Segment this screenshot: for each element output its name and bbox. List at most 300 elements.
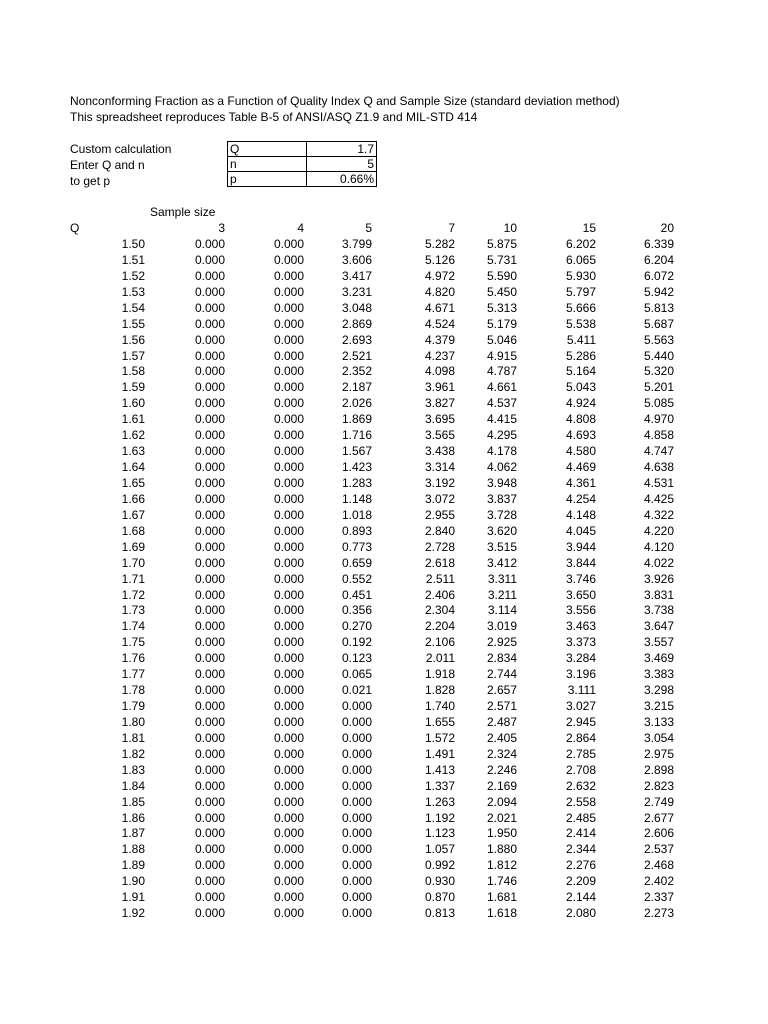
table-cell: 1.950 <box>486 826 517 841</box>
table-row-q-value: 1.64 <box>121 460 145 474</box>
table-cell: 1.263 <box>424 794 455 809</box>
table-cell: 2.834 <box>486 651 517 666</box>
table-cell: 0.000 <box>341 890 372 905</box>
table-cell: 2.344 <box>565 842 596 857</box>
table-cell: 4.295 <box>486 428 517 443</box>
table-cell: 5.666 <box>565 300 596 315</box>
table-cell: 3.215 <box>643 699 674 713</box>
table-cell: 0.000 <box>273 842 304 857</box>
table-cell: 0.000 <box>273 444 304 459</box>
table-cell: 2.785 <box>565 746 596 761</box>
table-cell: 0.000 <box>194 237 225 251</box>
table-cell: 3.463 <box>565 619 596 634</box>
table-cell: 4.531 <box>643 475 674 490</box>
table-cell: 0.000 <box>194 523 225 538</box>
table-cell: 2.749 <box>643 794 674 809</box>
table-cell: 0.000 <box>273 555 304 570</box>
table-cell: 3.311 <box>487 571 517 586</box>
table-cell: 0.000 <box>194 858 225 873</box>
table-cell: 2.864 <box>565 730 596 745</box>
table-cell: 2.677 <box>643 810 674 825</box>
table-cell: 3.412 <box>486 555 517 570</box>
table-cell: 5.731 <box>486 252 517 267</box>
table-cell: 0.000 <box>273 237 304 251</box>
table-cell: 3.133 <box>643 714 674 729</box>
table-cell: 0.000 <box>273 651 304 666</box>
table-cell: 3.438 <box>424 444 455 459</box>
table-cell: 1.057 <box>424 842 455 857</box>
table-cell: 1.123 <box>424 826 455 841</box>
table-cell: 0.000 <box>273 507 304 522</box>
table-cell: 5.538 <box>565 316 596 331</box>
table-cell: 0.000 <box>273 810 304 825</box>
table-cell: 0.000 <box>273 683 304 697</box>
table-cell: 0.659 <box>341 555 372 570</box>
table-cell: 0.000 <box>194 810 225 825</box>
table-cell: 0.000 <box>194 699 225 713</box>
table-row-q-value: 1.75 <box>121 635 145 650</box>
table-cell: 0.000 <box>194 635 225 650</box>
table-cell: 0.356 <box>341 603 372 618</box>
table-cell: 0.930 <box>424 874 455 889</box>
table-cell: 6.072 <box>643 268 674 283</box>
table-cell: 0.000 <box>194 794 225 809</box>
table-cell: 2.276 <box>565 858 596 873</box>
table-cell: 2.246 <box>486 762 517 777</box>
table-cell: 0.000 <box>194 826 225 841</box>
table-row-q-value: 1.65 <box>121 475 145 490</box>
table-cell: 4.820 <box>424 284 455 299</box>
table-cell: 0.000 <box>341 810 372 825</box>
table-row-q-value: 1.85 <box>121 794 145 809</box>
table-cell: 3.728 <box>486 507 517 522</box>
table-cell: 2.558 <box>565 794 596 809</box>
custom-calc-row-p <box>228 172 377 187</box>
table-cell: 3.111 <box>567 683 596 697</box>
table-cell: 0.000 <box>273 460 304 474</box>
table-cell: 2.955 <box>424 507 455 522</box>
table-cell: 0.000 <box>273 619 304 634</box>
table-cell: 3.557 <box>643 635 674 650</box>
table-cell: 0.000 <box>194 571 225 586</box>
custom-calc-row-n <box>228 157 377 172</box>
table-cell: 1.812 <box>486 858 517 873</box>
table-cell: 3.831 <box>643 587 674 602</box>
table-cell: 0.000 <box>273 316 304 331</box>
table-cell: 2.414 <box>565 826 596 841</box>
table-cell: 4.022 <box>643 555 674 570</box>
table-row-q-value: 1.69 <box>121 539 145 554</box>
table-cell: 0.000 <box>194 667 225 682</box>
table-cell: 2.485 <box>565 810 596 825</box>
table-row-q-value: 1.72 <box>121 587 145 602</box>
table-cell: 6.204 <box>643 252 674 267</box>
table-cell: 3.417 <box>341 268 372 283</box>
table-row-q-value: 1.86 <box>121 810 145 825</box>
table-cell: 3.620 <box>486 523 517 538</box>
table-cell: 3.048 <box>341 300 372 315</box>
table-cell: 2.144 <box>565 890 596 905</box>
table-cell: 2.169 <box>486 778 517 793</box>
table-cell: 0.000 <box>194 460 225 474</box>
table-cell: 3.650 <box>565 587 596 602</box>
table-row-q-value: 1.57 <box>121 348 145 363</box>
table-cell: 1.618 <box>486 906 517 921</box>
table-cell: 2.521 <box>341 348 372 363</box>
table-cell: 0.000 <box>273 603 304 618</box>
table-cell: 0.000 <box>273 332 304 347</box>
table-cell: 3.606 <box>341 252 372 267</box>
table-cell: 5.201 <box>643 380 674 395</box>
table-row-q-value: 1.89 <box>121 858 145 873</box>
p-result-cell: 0.66% <box>307 172 377 187</box>
table-cell: 2.925 <box>486 635 517 650</box>
table-cell: 5.440 <box>643 348 674 363</box>
table-cell: 3.746 <box>565 571 596 586</box>
table-row-q-value: 1.80 <box>121 714 145 729</box>
table-cell: 0.021 <box>341 683 372 697</box>
table-cell: 0.000 <box>273 746 304 761</box>
table-cell: 3.944 <box>565 539 596 554</box>
table-row-q-value: 1.63 <box>121 444 145 459</box>
table-cell: 0.000 <box>194 762 225 777</box>
table-cell: 1.655 <box>424 714 455 729</box>
table-cell: 0.000 <box>194 555 225 570</box>
table-cell: 5.590 <box>486 268 517 283</box>
table-cell: 0.000 <box>273 523 304 538</box>
table-cell: 2.975 <box>643 746 674 761</box>
table-cell: 0.000 <box>194 316 225 331</box>
table-row-q-value: 1.92 <box>121 906 145 921</box>
table-cell: 4.045 <box>565 523 596 538</box>
table-cell: 4.638 <box>643 460 674 474</box>
table-cell: 0.000 <box>194 730 225 745</box>
table-cell: 5.875 <box>486 237 517 251</box>
table-cell: 3.192 <box>424 475 455 490</box>
table-cell: 3.515 <box>486 539 517 554</box>
table-cell: 0.000 <box>341 730 372 745</box>
q-column-header: Q <box>70 221 80 235</box>
table-cell: 6.339 <box>643 237 674 251</box>
table-cell: 3.114 <box>487 603 517 618</box>
table-cell: 2.468 <box>643 858 674 873</box>
table-cell: 5.085 <box>643 396 674 411</box>
table-row-q-value: 1.70 <box>121 555 145 570</box>
table-cell: 0.552 <box>341 571 372 586</box>
table-row-q-value: 1.51 <box>121 252 145 267</box>
table-row-q-value: 1.71 <box>121 571 145 586</box>
table-row-q-value: 1.58 <box>121 364 145 379</box>
table-cell: 2.094 <box>486 794 517 809</box>
table-cell: 3.926 <box>643 571 674 586</box>
table-cell: 5.282 <box>424 237 455 251</box>
table-cell: 3.556 <box>565 603 596 618</box>
table-row-q-value: 1.67 <box>121 507 145 522</box>
table-cell: 4.808 <box>565 412 596 427</box>
table-row-q-value: 1.53 <box>121 284 145 299</box>
table-cell: 5.043 <box>565 380 596 395</box>
table-cell: 0.000 <box>273 826 304 841</box>
table-cell: 5.930 <box>565 268 596 283</box>
table-cell: 4.524 <box>424 316 455 331</box>
table-row-q-value: 1.52 <box>121 268 145 283</box>
custom-calc-label: Custom calculation <box>70 142 172 156</box>
table-row-q-value: 1.59 <box>121 380 145 395</box>
table-row-q-value: 1.90 <box>121 874 145 889</box>
table-cell: 4.361 <box>565 475 596 490</box>
table-cell: 0.000 <box>341 746 372 761</box>
table-cell: 1.491 <box>424 746 455 761</box>
table-cell: 2.632 <box>565 778 596 793</box>
custom-calc-instruction: Enter Q and n <box>70 158 145 172</box>
table-row-q-value: 1.66 <box>121 491 145 506</box>
table-cell: 2.011 <box>425 651 455 666</box>
table-cell: 0.000 <box>341 794 372 809</box>
table-cell: 5.563 <box>643 332 674 347</box>
table-cell: 6.065 <box>565 252 596 267</box>
table-cell: 3.844 <box>565 555 596 570</box>
table-cell: 0.000 <box>194 651 225 666</box>
table-row-q-value: 1.74 <box>121 619 145 634</box>
table-cell: 0.000 <box>194 906 225 921</box>
table-cell: 0.000 <box>273 571 304 586</box>
table-cell: 1.192 <box>424 810 455 825</box>
table-cell: 0.000 <box>273 396 304 411</box>
table-cell: 0.000 <box>194 364 225 379</box>
table-cell: 5.179 <box>486 316 517 331</box>
table-cell: 4.178 <box>486 444 517 459</box>
table-cell: 2.273 <box>643 906 674 921</box>
table-cell: 3.799 <box>341 237 372 251</box>
table-cell: 5.126 <box>424 252 455 267</box>
table-cell: 0.000 <box>194 348 225 363</box>
table-cell: 2.869 <box>341 316 372 331</box>
table-cell: 0.813 <box>424 906 455 921</box>
column-header-n3: 3 <box>218 221 225 235</box>
table-cell: 1.869 <box>341 412 372 427</box>
table-row-q-value: 1.60 <box>121 396 145 411</box>
table-cell: 2.840 <box>424 523 455 538</box>
table-cell: 4.747 <box>643 444 674 459</box>
table-cell: 2.209 <box>565 874 596 889</box>
table-cell: 0.451 <box>341 587 372 602</box>
table-cell: 4.415 <box>486 412 517 427</box>
table-cell: 4.924 <box>565 396 596 411</box>
table-cell: 3.019 <box>486 619 517 634</box>
table-cell: 4.220 <box>643 523 674 538</box>
column-header-n4: 4 <box>297 221 304 235</box>
table-cell: 0.000 <box>341 906 372 921</box>
table-cell: 4.469 <box>565 460 596 474</box>
q-input-cell[interactable]: 1.7 <box>307 142 377 157</box>
table-cell: 1.828 <box>424 683 455 697</box>
table-cell: 1.567 <box>341 444 372 459</box>
table-cell: 4.671 <box>424 300 455 315</box>
table-cell: 2.026 <box>341 396 372 411</box>
table-row-q-value: 1.78 <box>121 683 145 697</box>
table-cell: 2.537 <box>643 842 674 857</box>
table-cell: 2.744 <box>486 667 517 682</box>
table-cell: 2.945 <box>565 714 596 729</box>
n-input-cell[interactable]: 5 <box>307 157 377 172</box>
table-cell: 0.000 <box>194 475 225 490</box>
table-row-q-value: 1.50 <box>121 237 145 251</box>
table-cell: 0.000 <box>194 890 225 905</box>
table-cell: 1.746 <box>486 874 517 889</box>
custom-key-q: Q <box>228 142 307 157</box>
table-cell: 4.537 <box>486 396 517 411</box>
table-cell: 1.413 <box>424 762 455 777</box>
table-row-q-value: 1.55 <box>121 316 145 331</box>
table-cell: 0.000 <box>194 746 225 761</box>
table-cell: 3.695 <box>424 412 455 427</box>
table-cell: 1.572 <box>424 730 455 745</box>
table-cell: 0.270 <box>341 619 372 634</box>
sample-size-label: Sample size <box>150 205 216 219</box>
table-cell: 4.120 <box>643 539 674 554</box>
table-cell: 2.406 <box>424 587 455 602</box>
table-cell: 0.123 <box>341 651 372 666</box>
table-cell: 0.000 <box>273 874 304 889</box>
custom-calc-result-label: to get p <box>70 174 111 188</box>
table-cell: 4.693 <box>565 428 596 443</box>
table-cell: 5.320 <box>643 364 674 379</box>
table-cell: 0.000 <box>273 635 304 650</box>
table-cell: 0.000 <box>341 874 372 889</box>
table-cell: 5.411 <box>566 332 596 347</box>
table-cell: 3.373 <box>565 635 596 650</box>
table-cell: 2.728 <box>424 539 455 554</box>
table-cell: 4.915 <box>486 348 517 363</box>
table-cell: 0.000 <box>194 300 225 315</box>
table-cell: 2.187 <box>341 380 372 395</box>
table-row-q-value: 1.56 <box>121 332 145 347</box>
column-header-n7: 7 <box>448 221 455 235</box>
custom-key-n: n <box>228 157 307 172</box>
table-cell: 0.000 <box>273 380 304 395</box>
custom-calc-table <box>227 141 377 187</box>
table-cell: 5.813 <box>643 300 674 315</box>
table-cell: 1.018 <box>341 507 372 522</box>
table-cell: 0.000 <box>194 874 225 889</box>
table-cell: 5.797 <box>565 284 596 299</box>
table-cell: 0.893 <box>341 523 372 538</box>
table-cell: 3.837 <box>486 491 517 506</box>
table-row-q-value: 1.73 <box>121 603 145 618</box>
table-cell: 0.000 <box>194 268 225 283</box>
table-cell: 0.000 <box>194 380 225 395</box>
table-cell: 0.000 <box>194 332 225 347</box>
table-cell: 3.072 <box>424 491 455 506</box>
table-cell: 0.000 <box>194 412 225 427</box>
table-cell: 2.352 <box>341 364 372 379</box>
table-row-q-value: 1.54 <box>121 300 145 315</box>
table-cell: 0.000 <box>194 539 225 554</box>
table-cell: 1.337 <box>424 778 455 793</box>
table-cell: 4.148 <box>565 507 596 522</box>
table-cell: 0.000 <box>341 714 372 729</box>
custom-calc-row-q <box>228 142 377 157</box>
table-cell: 5.942 <box>643 284 674 299</box>
table-cell: 3.027 <box>565 699 596 713</box>
table-cell: 4.254 <box>565 491 596 506</box>
custom-key-p: p <box>228 172 307 187</box>
table-cell: 0.000 <box>273 906 304 921</box>
table-cell: 3.196 <box>565 667 596 682</box>
table-cell: 0.000 <box>273 539 304 554</box>
table-cell: 4.580 <box>565 444 596 459</box>
table-row-q-value: 1.62 <box>121 428 145 443</box>
table-cell: 0.000 <box>273 475 304 490</box>
table-cell: 0.000 <box>273 348 304 363</box>
column-header-n5: 5 <box>365 221 372 235</box>
table-cell: 0.000 <box>194 507 225 522</box>
table-cell: 2.405 <box>486 730 517 745</box>
table-cell: 2.106 <box>424 635 455 650</box>
table-cell: 3.738 <box>643 603 674 618</box>
table-row-q-value: 1.61 <box>121 412 145 427</box>
table-row-q-value: 1.68 <box>121 523 145 538</box>
column-header-n20: 20 <box>660 221 674 235</box>
table-cell: 2.080 <box>565 906 596 921</box>
table-cell: 3.211 <box>487 587 517 602</box>
table-cell: 2.657 <box>486 683 517 697</box>
table-cell: 2.304 <box>424 603 455 618</box>
table-cell: 0.000 <box>273 714 304 729</box>
table-cell: 0.992 <box>424 858 455 873</box>
table-cell: 0.000 <box>341 842 372 857</box>
table-cell: 4.425 <box>643 491 674 506</box>
table-cell: 0.192 <box>341 635 372 650</box>
table-row-q-value: 1.88 <box>121 842 145 857</box>
table-cell: 5.046 <box>486 332 517 347</box>
table-cell: 3.054 <box>643 730 674 745</box>
table-row-q-value: 1.84 <box>121 778 145 793</box>
table-cell: 0.000 <box>194 714 225 729</box>
table-cell: 0.000 <box>194 587 225 602</box>
table-cell: 4.972 <box>424 268 455 283</box>
table-row-q-value: 1.76 <box>121 651 145 666</box>
table-cell: 3.961 <box>424 380 455 395</box>
table-cell: 4.237 <box>424 348 455 363</box>
table-cell: 5.286 <box>565 348 596 363</box>
table-cell: 0.000 <box>273 300 304 315</box>
table-cell: 0.000 <box>273 730 304 745</box>
table-cell: 4.322 <box>643 507 674 522</box>
table-cell: 3.647 <box>643 619 674 634</box>
document-subtitle: This spreadsheet reproduces Table B-5 of ANSI/ASQ Z1.9 and MIL-STD 414 <box>70 110 478 124</box>
table-cell: 0.000 <box>273 268 304 283</box>
table-cell: 2.898 <box>643 762 674 777</box>
table-cell: 4.098 <box>424 364 455 379</box>
table-cell: 0.870 <box>424 890 455 905</box>
table-cell: 0.000 <box>194 428 225 443</box>
table-cell: 0.000 <box>273 412 304 427</box>
table-cell: 0.000 <box>194 491 225 506</box>
table-cell: 3.827 <box>424 396 455 411</box>
table-cell: 0.000 <box>194 778 225 793</box>
table-cell: 4.787 <box>486 364 517 379</box>
column-header-n15: 15 <box>582 221 596 235</box>
table-cell: 0.000 <box>194 284 225 299</box>
table-cell: 0.000 <box>341 699 372 713</box>
table-cell: 0.000 <box>341 778 372 793</box>
table-cell: 2.021 <box>486 810 517 825</box>
table-cell: 0.000 <box>194 252 225 267</box>
table-cell: 0.773 <box>341 539 372 554</box>
column-header-n10: 10 <box>503 221 517 235</box>
table-cell: 0.000 <box>273 762 304 777</box>
